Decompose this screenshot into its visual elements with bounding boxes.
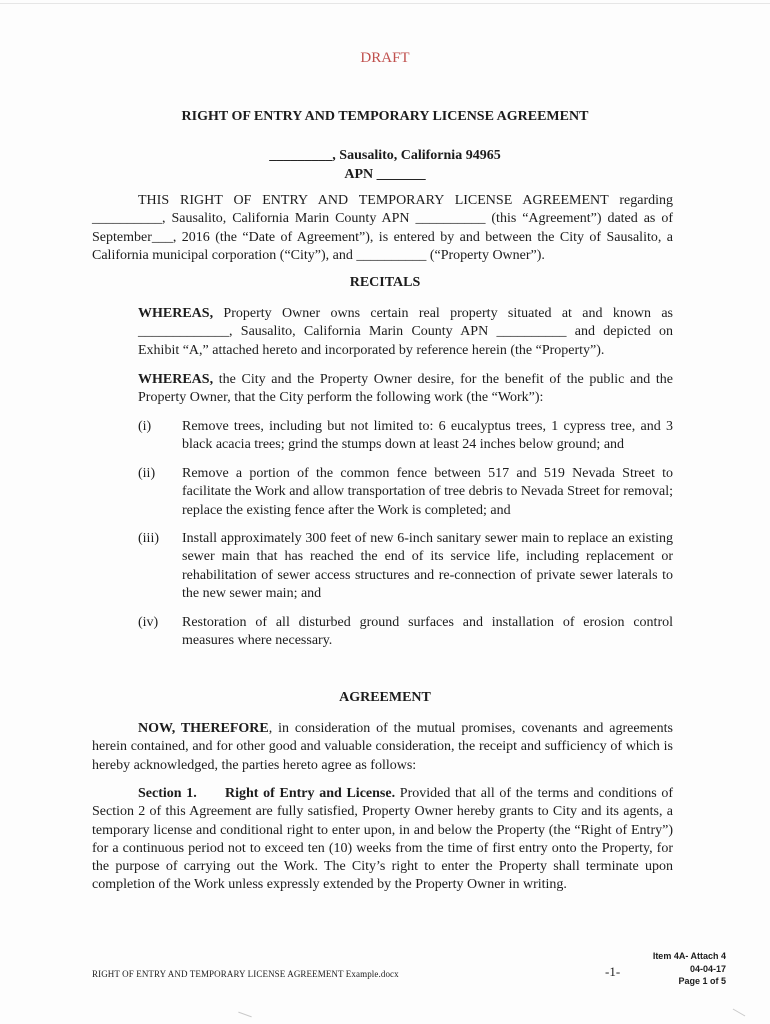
section-1-paragraph bbox=[92, 785, 673, 895]
address-line: _________, Sausalito, California 94965 bbox=[269, 148, 501, 163]
footer-page-number: -1- bbox=[605, 964, 621, 979]
footer-filename: RIGHT OF ENTRY AND TEMPORARY LICENSE AGREEMENT Example.docx bbox=[92, 969, 399, 979]
section-1-title: Right of Entry and License. bbox=[224, 786, 396, 801]
now-therefore-lead: NOW, THEREFORE bbox=[138, 721, 269, 736]
scan-edge-line bbox=[0, 3, 770, 4]
document-title: RIGHT OF ENTRY AND TEMPORARY LICENSE AGREEMENT bbox=[181, 109, 589, 124]
section-1-label: Section 1. bbox=[138, 786, 197, 801]
stamp-item: Item 4A- Attach 4 bbox=[652, 951, 726, 961]
work-item-number: (i) bbox=[138, 419, 152, 434]
scan-artifact bbox=[238, 1012, 251, 1018]
work-item-number: (ii) bbox=[138, 466, 156, 481]
whereas-lead: WHEREAS, bbox=[138, 306, 214, 321]
apn-line: APN _______ bbox=[344, 167, 426, 182]
work-item-text: Restoration of all disturbed ground surfaces and installation of erosion control measures where necessary. bbox=[182, 615, 673, 649]
work-item-number: (iv) bbox=[138, 615, 159, 630]
section-1-text: Provided that all of the terms and conditions of Section 2 of this Agreement are fully satisfied, Property Owner hereby grants to City and its agents, a temporary license and conditional right to enter upon, in and below the Property (the “Right of Entry”) for a continuous period not to exceed ten (10) weeks from the time of first entry onto the Property, for the purpose of carrying out the Work. The City’s right to enter the Property shall terminate upon completion of the Work unless expressly extended by the Property Owner in writing. bbox=[92, 786, 673, 893]
work-item-text: Remove a portion of the common fence between 517 and 519 Nevada Street to facilitate the Work and allow transportation of tree debris to Nevada Street for removal; replace the existing fence after the Work is completed; and bbox=[182, 466, 673, 518]
property-address-block bbox=[0, 146, 770, 184]
scan-artifact bbox=[733, 1009, 746, 1017]
whereas-paragraph-2 bbox=[138, 371, 673, 408]
agenda-stamp bbox=[634, 950, 726, 988]
recitals-heading: RECITALS bbox=[349, 275, 421, 290]
work-item-text: Install approximately 300 feet of new 6-inch sanitary sewer main to replace an existing sewer main that has reached the end of its service life, including replacement or rehabilitation of sewer access structures and re-connection of private sewer laterals to the new sewer main; and bbox=[182, 531, 673, 601]
stamp-date: 04-04-17 bbox=[689, 963, 726, 974]
whereas-text: Property Owner owns certain real property situated at and known as _____________, Sausalito, California Marin County APN __________ and depicted on Exhibit “A,” attached hereto and incorporated by reference herein (the “Property”). bbox=[138, 306, 673, 358]
now-therefore-paragraph bbox=[92, 720, 673, 775]
intro-paragraph: THIS RIGHT OF ENTRY AND TEMPORARY LICENSE AGREEMENT regarding __________, Sausalito, California Marin County APN __________ (this “Agreement”) dated as of September___, 2016 (the “Date of Agreement”), is entered by and between the City of Sausalito, a California municipal corporation (“City”), and __________ (“Property Owner”). bbox=[92, 193, 673, 263]
work-item-text: Remove trees, including but not limited to: 6 eucalyptus trees, 1 cypress tree, and 3 black acacia trees; grind the stumps down at least 24 inches below ground; and bbox=[182, 419, 673, 453]
whereas-lead: WHEREAS, bbox=[138, 372, 214, 387]
stamp-page: Page 1 of 5 bbox=[678, 976, 726, 986]
whereas-paragraph-1 bbox=[138, 305, 673, 360]
draft-watermark: DRAFT bbox=[360, 50, 410, 66]
now-therefore-text: , in consideration of the mutual promises, covenants and agreements herein contained, and for other good and valuable consideration, the receipt and sufficiency of which is hereby acknowledged, the parties hereto agree as follows: bbox=[92, 721, 673, 773]
agreement-heading: AGREEMENT bbox=[339, 690, 431, 705]
work-item-number: (iii) bbox=[138, 531, 159, 546]
whereas-text: the City and the Property Owner desire, for the benefit of the public and the Property Owner, that the City perform the following work (the “Work”): bbox=[138, 372, 673, 406]
